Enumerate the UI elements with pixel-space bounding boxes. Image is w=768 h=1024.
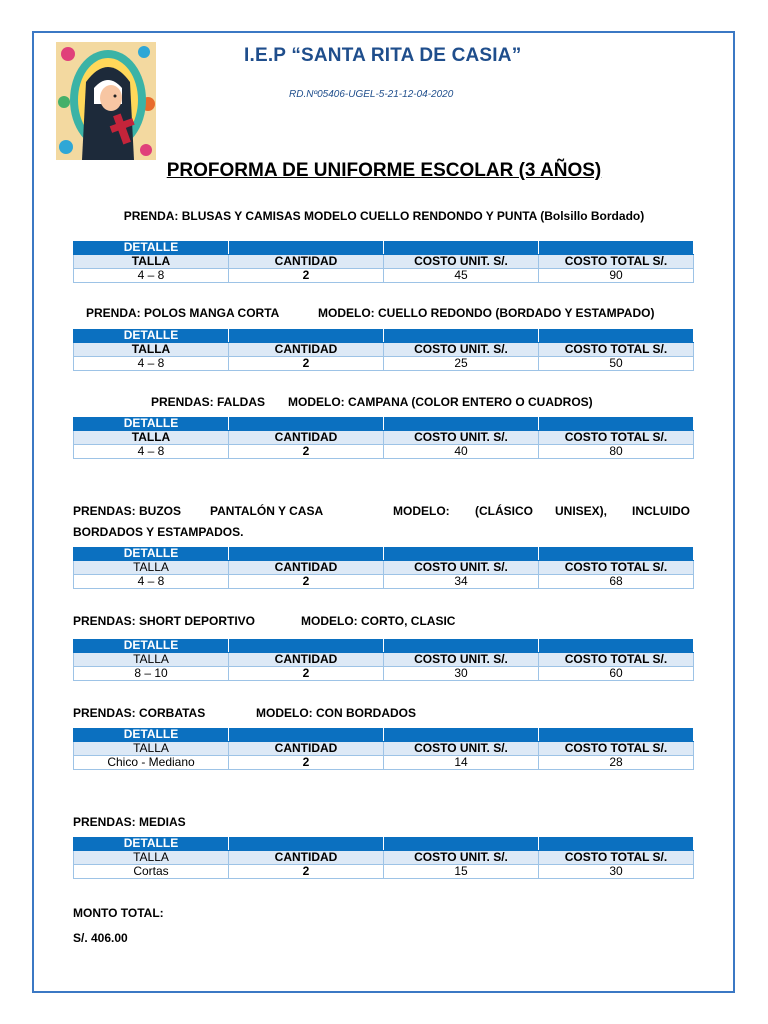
talla-header: TALLA: [74, 431, 229, 445]
section-5-table: [73, 638, 694, 681]
section-1-prenda: PRENDA: BLUSAS Y CAMISAS MODELO CUELLO RENDONDO Y PUNTA (Bolsillo Bordado): [123, 209, 645, 223]
costo-total-header: COSTO TOTAL S/.: [539, 343, 694, 357]
section-4-modelo-part: UNISEX),: [555, 504, 608, 518]
section-5-prenda: PRENDAS: SHORT DEPORTIVO: [73, 614, 256, 628]
section-3-modelo: MODELO: CAMPANA (COLOR ENTERO O CUADROS): [288, 395, 593, 409]
costo-total-cell: 80: [539, 445, 694, 459]
section-4-modelo-part: INCLUIDO: [632, 504, 690, 518]
costo-total-cell: 30: [539, 865, 694, 879]
table-row: [74, 445, 694, 459]
talla-header: TALLA: [74, 561, 229, 575]
costo-unit-cell: 15: [384, 865, 539, 879]
cantidad-header: CANTIDAD: [229, 561, 384, 575]
section-6-modelo: MODELO: CON BORDADOS: [256, 706, 416, 720]
costo-total-header: COSTO TOTAL S/.: [539, 653, 694, 667]
talla-header: TALLA: [74, 742, 229, 756]
cantidad-header: CANTIDAD: [229, 653, 384, 667]
costo-unit-cell: 14: [384, 756, 539, 770]
table-row: [74, 756, 694, 770]
section-6-prenda: PRENDAS: CORBATAS: [73, 706, 206, 720]
costo-unit-cell: 45: [384, 269, 539, 283]
detalle-header: DETALLE: [74, 547, 229, 561]
costo-total-header: COSTO TOTAL S/.: [539, 431, 694, 445]
page-title: PROFORMA DE UNIFORME ESCOLAR (3 AÑOS): [166, 160, 602, 181]
costo-total-cell: 60: [539, 667, 694, 681]
costo-total-header: COSTO TOTAL S/.: [539, 742, 694, 756]
talla-header: TALLA: [74, 343, 229, 357]
costo-unit-cell: 25: [384, 357, 539, 371]
talla-cell: Chico - Mediano: [74, 756, 229, 770]
school-logo: [56, 42, 156, 160]
table-row: [74, 357, 694, 371]
detalle-header: DETALLE: [74, 417, 229, 431]
talla-cell: 4 – 8: [74, 269, 229, 283]
resolution-number: RD.Nº05406-UGEL-5-21-12-04-2020: [289, 89, 454, 100]
section-3-table: [73, 416, 694, 459]
detalle-header: DETALLE: [74, 837, 229, 851]
detalle-header: DETALLE: [74, 639, 229, 653]
costo-unit-header: COSTO UNIT. S/.: [384, 851, 539, 865]
costo-unit-cell: 30: [384, 667, 539, 681]
talla-cell: Cortas: [74, 865, 229, 879]
talla-header: TALLA: [74, 851, 229, 865]
total-value: S/. 406.00: [73, 931, 128, 945]
costo-unit-cell: 34: [384, 575, 539, 589]
section-4-table: [73, 546, 694, 589]
cantidad-cell: 2: [229, 865, 384, 879]
costo-unit-header: COSTO UNIT. S/.: [384, 561, 539, 575]
section-4-modelo-part: (CLÁSICO: [475, 504, 533, 518]
costo-unit-header: COSTO UNIT. S/.: [384, 255, 539, 269]
section-5-modelo: MODELO: CORTO, CLASIC: [301, 614, 456, 628]
costo-total-cell: 28: [539, 756, 694, 770]
section-4-prenda-line2: BORDADOS Y ESTAMPADOS.: [73, 525, 244, 539]
costo-unit-cell: 40: [384, 445, 539, 459]
costo-total-header: COSTO TOTAL S/.: [539, 851, 694, 865]
section-3-prenda: PRENDAS: FALDAS: [151, 395, 266, 409]
costo-unit-header: COSTO UNIT. S/.: [384, 343, 539, 357]
cantidad-cell: 2: [229, 357, 384, 371]
cantidad-cell: 2: [229, 756, 384, 770]
table-row: [74, 575, 694, 589]
cantidad-header: CANTIDAD: [229, 343, 384, 357]
cantidad-header: CANTIDAD: [229, 431, 384, 445]
section-2-modelo: MODELO: CUELLO REDONDO (BORDADO Y ESTAMPADO): [318, 306, 655, 320]
talla-cell: 4 – 8: [74, 357, 229, 371]
detalle-header: DETALLE: [74, 329, 229, 343]
section-4-prenda: PRENDAS: BUZOS: [73, 504, 182, 518]
section-7-prenda: PRENDAS: MEDIAS: [73, 815, 186, 829]
costo-unit-header: COSTO UNIT. S/.: [384, 742, 539, 756]
cantidad-cell: 2: [229, 575, 384, 589]
school-name: I.E.P “SANTA RITA DE CASIA”: [244, 45, 522, 66]
talla-cell: 8 – 10: [74, 667, 229, 681]
costo-total-header: COSTO TOTAL S/.: [539, 255, 694, 269]
table-row: [74, 667, 694, 681]
costo-total-header: COSTO TOTAL S/.: [539, 561, 694, 575]
section-6-table: [73, 727, 694, 770]
talla-header: TALLA: [74, 653, 229, 667]
section-2-table: [73, 328, 694, 371]
costo-total-cell: 68: [539, 575, 694, 589]
table-row: [74, 269, 694, 283]
section-4-modelo: MODELO:: [393, 504, 450, 518]
costo-total-cell: 90: [539, 269, 694, 283]
total-label: MONTO TOTAL:: [73, 906, 164, 920]
costo-unit-header: COSTO UNIT. S/.: [384, 653, 539, 667]
section-4-prenda-part: PANTALÓN Y CASA: [210, 504, 324, 518]
section-2-prenda: PRENDA: POLOS MANGA CORTA: [86, 306, 280, 320]
talla-cell: 4 – 8: [74, 445, 229, 459]
cantidad-header: CANTIDAD: [229, 742, 384, 756]
cantidad-cell: 2: [229, 667, 384, 681]
table-row: [74, 865, 694, 879]
cantidad-cell: 2: [229, 445, 384, 459]
costo-unit-header: COSTO UNIT. S/.: [384, 431, 539, 445]
cantidad-cell: 2: [229, 269, 384, 283]
section-1-table: [73, 240, 694, 283]
talla-header: TALLA: [74, 255, 229, 269]
talla-cell: 4 – 8: [74, 575, 229, 589]
cantidad-header: CANTIDAD: [229, 255, 384, 269]
detalle-header: DETALLE: [74, 241, 229, 255]
detalle-header: DETALLE: [74, 728, 229, 742]
cantidad-header: CANTIDAD: [229, 851, 384, 865]
section-7-table: [73, 836, 694, 879]
costo-total-cell: 50: [539, 357, 694, 371]
